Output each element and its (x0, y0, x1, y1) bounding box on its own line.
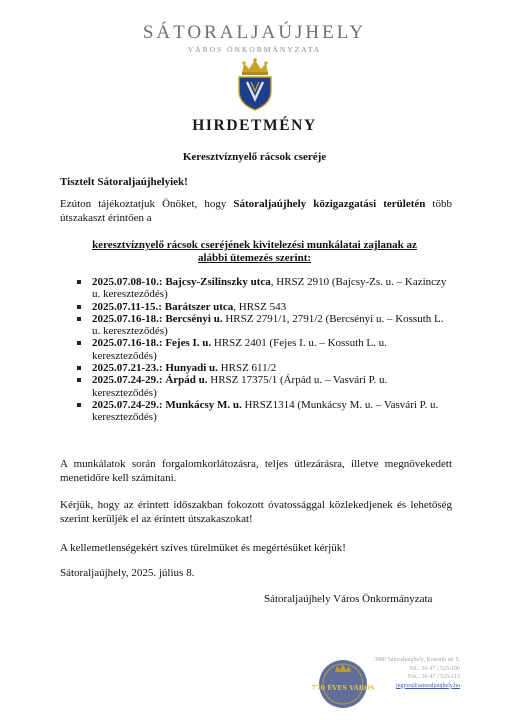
schedule-date: 2025.07.16-18.: (92, 312, 166, 325)
traffic-paragraph: A munkálatok során forgalomkorlátozásra, teljes útlezárásra, illetve megnövekedett menetidőre kell számítani. (60, 458, 452, 484)
thanks-paragraph: A kellemetlenségekért szíves türelmüket és megértésüket kérjük! (60, 542, 346, 554)
notice-subject: Keresztvíznyelő rácsok cseréje (182, 151, 327, 163)
signature: Sátoraljaújhely Város Önkormányzata (264, 593, 433, 605)
bullet-icon (77, 403, 81, 407)
schedule-detail: HRSZ 611/2 (217, 362, 277, 375)
intro-paragraph (60, 197, 452, 225)
date-place: Sátoraljaújhely, 2025. július 8. (60, 567, 195, 579)
bullet-icon (77, 317, 81, 321)
bullet-icon (77, 378, 81, 382)
intro-text-start: Ezúton tájékoztatjuk Önöket, hogy (60, 198, 234, 210)
list-item (60, 301, 452, 313)
bullet-icon (77, 305, 81, 309)
schedule-detail: HRSZ 2401 (Fejes I. u. – Kossuth L. u. kereszteződés) (92, 337, 387, 362)
schedule-detail: HRSZ 17375/1 (Árpád u. – Vasvári P. u. kereszteződés) (92, 374, 388, 399)
intro-text-bold: Sátoraljaújhely közigazgatási területén (233, 198, 426, 210)
address: 3980 Sátoraljaújhely, Kossuth tér 5. (374, 657, 460, 663)
list-item (60, 276, 452, 301)
caution-paragraph: Kérjük, hogy az érintett időszakban fokozott óvatossággal közlekedjenek és lehetőség szerint kerüljék el az érintett útszakaszokat! (60, 499, 452, 525)
phone: Tel.: 36-47 / 525-100 (409, 665, 460, 672)
list-item (60, 313, 452, 338)
schedule-list (60, 276, 452, 424)
bullet-icon (77, 280, 81, 284)
list-item (60, 362, 452, 374)
town-subtitle: VÁROS ÖNKORMÁNYZATA (187, 45, 322, 54)
schedule-detail: HRSZ 2791/1, 2791/2 (Bercsényi u. – Kossuth L. u. kereszteződés) (92, 312, 444, 338)
list-item (60, 374, 452, 399)
page-title: HIRDETMÉNY (192, 117, 317, 134)
seal-text: 770 ÉVES VÁROS (311, 684, 375, 692)
schedule-street: Fejes I. u. (165, 337, 212, 350)
intro-text-end: több útszakaszt érintően a (60, 198, 452, 224)
schedule-detail: , HRSZ 2910 (Bajcsy-Zs. u. – Kazinczy u. kereszteződés) (92, 276, 447, 301)
schedule-detail: HRSZ1314 (Munkácsy M. u. – Vasvári P. u. kereszteződés) (92, 398, 439, 424)
schedule-street: Bajcsy-Zsilinszky utca (165, 276, 271, 288)
fax: Fax.: 36-47 / 525-115 (407, 674, 460, 681)
list-item (60, 399, 452, 424)
schedule-date: 2025.07.24-29.: (92, 398, 166, 411)
schedule-date: 2025.07.21-23.: (92, 362, 166, 375)
schedule-street: Hunyadi u. (165, 362, 218, 375)
schedule-street: Munkácsy M. u. (165, 398, 242, 411)
schedule-street: Bercsényi u. (165, 312, 223, 325)
email-link[interactable]: jegyzo@satoraljaujhely.hu (396, 682, 460, 689)
salutation: Tisztelt Sátoraljaújhelyiek! (60, 176, 188, 188)
schedule-street: Árpád u. (165, 374, 208, 387)
bullet-icon (77, 341, 81, 345)
list-item (60, 337, 452, 362)
schedule-date: 2025.07.16-18.: (92, 337, 166, 350)
schedule-date: 2025.07.24-29.: (92, 374, 166, 387)
schedule-street: Barátszer utca (164, 300, 234, 313)
town-name: SÁTORALJAÚJHELY (142, 22, 367, 43)
schedule-date: 2025.07.11-15.: (92, 300, 165, 313)
schedule-date: 2025.07.08-10.: (92, 276, 166, 288)
schedule-heading: keresztvíznyelő rácsok cseréjének kivitelezési munkálatai zajlanak az alábbi ütemezés szerint: (92, 239, 417, 264)
schedule-detail: , HRSZ 543 (233, 300, 287, 313)
bullet-icon (77, 366, 81, 370)
coat-of-arms-icon (231, 58, 279, 112)
contact-block (345, 656, 460, 690)
